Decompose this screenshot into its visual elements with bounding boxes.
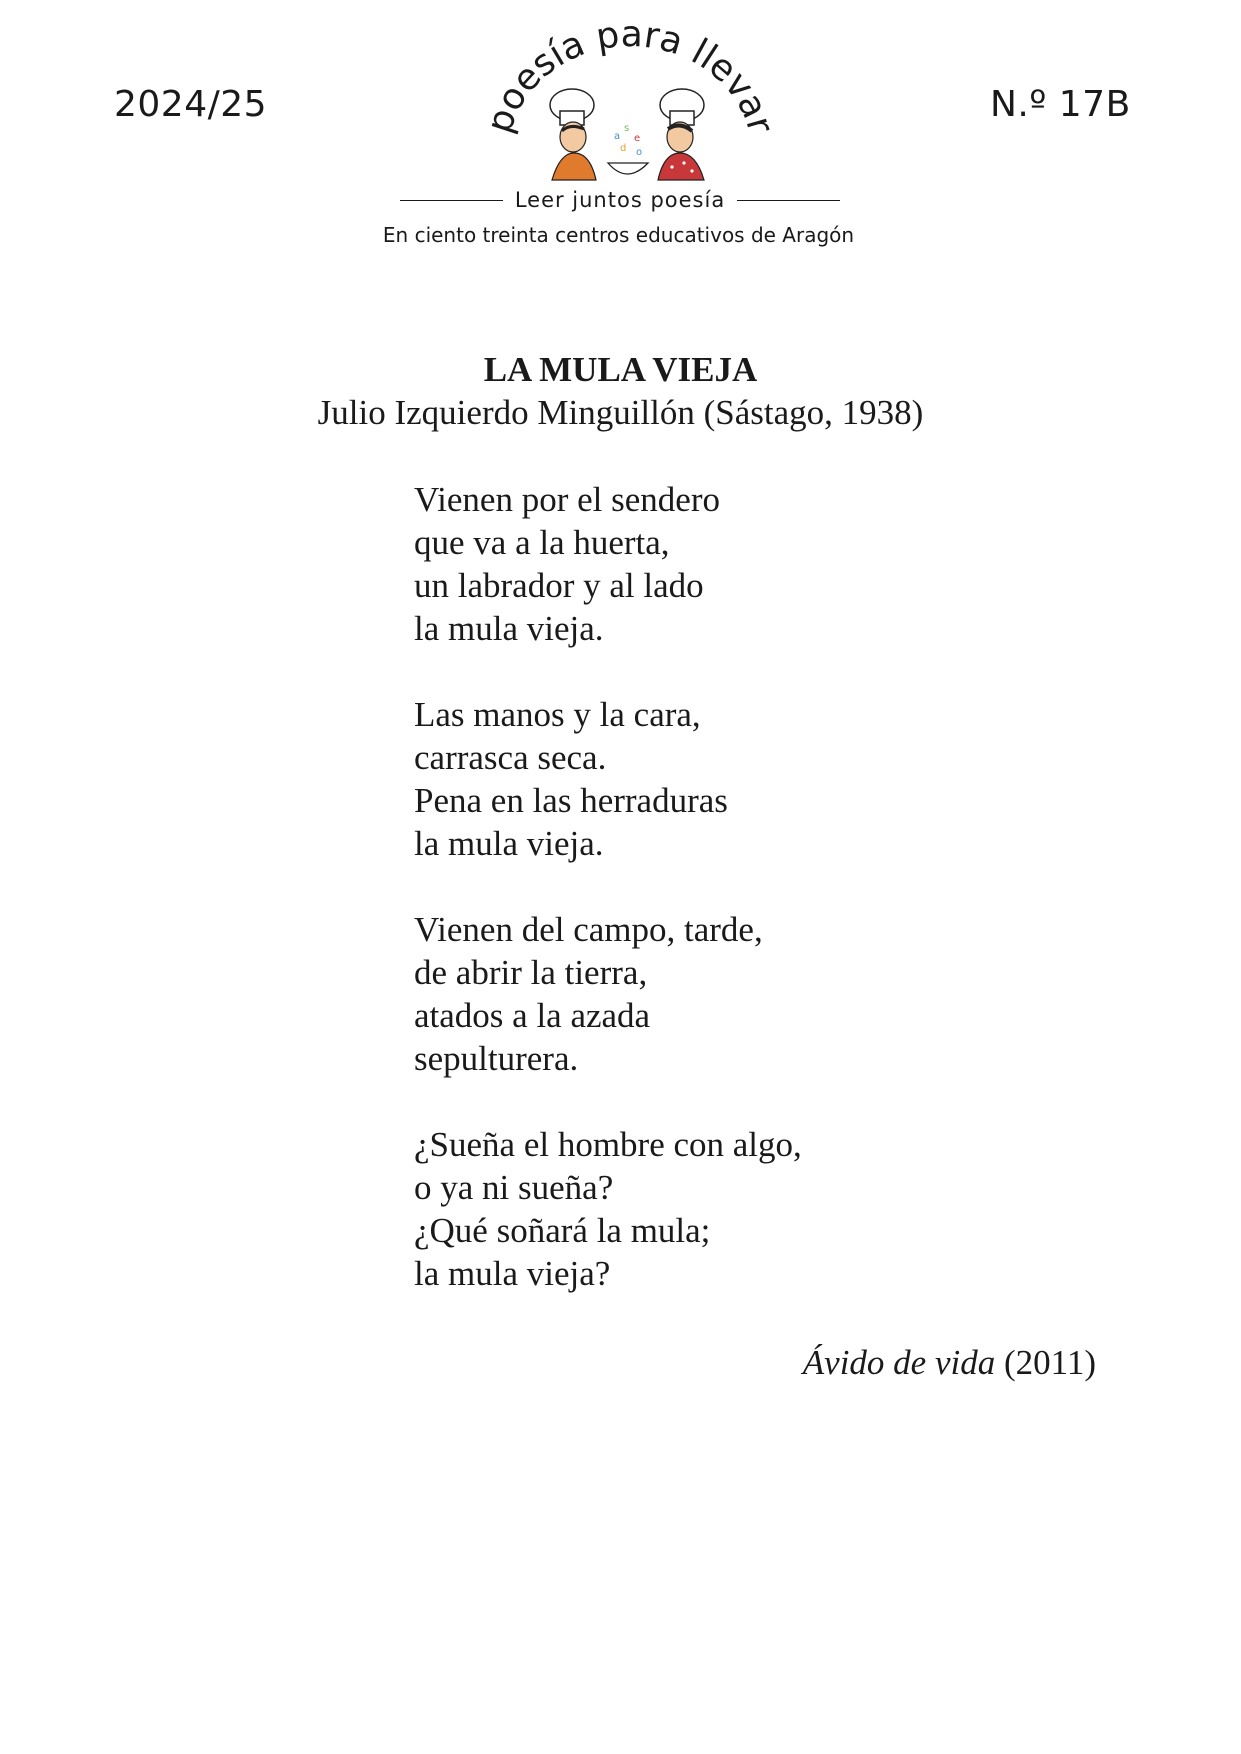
poem-line: un labrador y al lado <box>414 566 704 605</box>
source-book-title: Ávido de vida <box>802 1343 996 1382</box>
poem-title: LA MULA VIEJA <box>483 350 758 389</box>
svg-text:a: a <box>614 131 621 142</box>
logo-arc-text: poesía para llevar <box>479 13 782 138</box>
subtitle <box>0 223 1241 247</box>
poem-line: Las manos y la cara, <box>414 695 701 734</box>
tagline-text: Leer juntos poesía <box>514 188 726 212</box>
poem-line: Vienen del campo, tarde, <box>414 910 763 949</box>
issue-number: N.º 17B <box>990 84 1131 125</box>
right-chef-icon <box>658 89 704 180</box>
poem-source <box>803 1343 1096 1383</box>
logo-graphic <box>479 13 782 205</box>
svg-text:e: e <box>634 133 641 144</box>
left-chef-icon <box>550 89 596 180</box>
poem-line: carrasca seca. <box>414 738 607 777</box>
poem-body <box>414 478 802 1338</box>
poem-author: Julio Izquierdo Minguillón (Sástago, 1938) <box>317 393 924 432</box>
tagline-rule-right <box>737 200 840 201</box>
bowl-of-letters-icon <box>608 123 648 174</box>
stanza <box>414 478 802 650</box>
svg-text:d: d <box>620 143 627 154</box>
poem-line: la mula vieja. <box>414 824 604 863</box>
poem-line: atados a la azada <box>414 996 651 1035</box>
stanza <box>414 1123 802 1295</box>
poem-line: la mula vieja? <box>414 1254 611 1293</box>
year-label: 2024/25 <box>114 84 268 125</box>
poem-line: sepulturera. <box>414 1039 579 1078</box>
subtitle-text: En ciento treinta centros educativos de Aragón <box>382 223 855 247</box>
poem-line: la mula vieja. <box>414 609 604 648</box>
poem-line: ¿Sueña el hombre con algo, <box>414 1125 802 1164</box>
tagline-rule-left <box>400 200 503 201</box>
svg-text:s: s <box>624 123 630 134</box>
poem-line: de abrir la tierra, <box>414 953 648 992</box>
poem-line: Pena en las herraduras <box>414 781 728 820</box>
stanza <box>414 908 802 1080</box>
poem-line: Vienen por el sendero <box>414 480 720 519</box>
poem-line: o ya ni sueña? <box>414 1168 614 1207</box>
poesia-para-llevar-logo <box>479 13 782 205</box>
tagline <box>400 188 840 212</box>
poem-line: ¿Qué soñará la mula; <box>414 1211 711 1250</box>
svg-text:o: o <box>636 147 643 158</box>
stanza <box>414 693 802 865</box>
poem-line: que va a la huerta, <box>414 523 670 562</box>
source-year: (2011) <box>1003 1343 1096 1382</box>
